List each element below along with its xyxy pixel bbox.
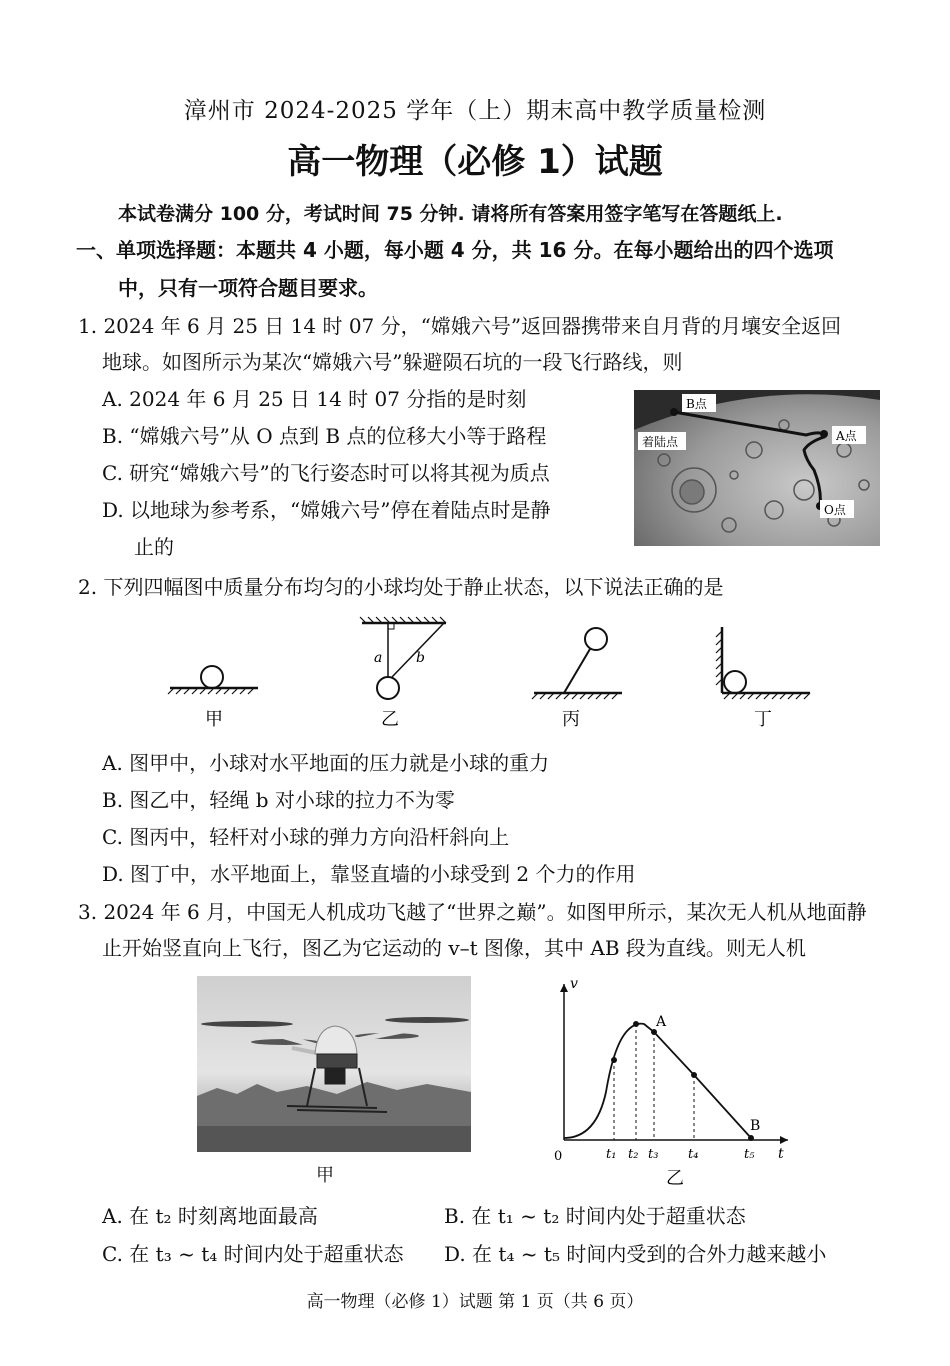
- label-a: A点: [836, 429, 857, 443]
- q3-stem-cont: 止开始竖直向上飞行，图乙为它运动的 v–t 图像，其中 AB 段为直线。则无人机: [102, 936, 806, 960]
- figure-yi-caption: 乙: [666, 1168, 684, 1189]
- q2-stem: 2. 下列四幅图中质量分布均匀的小球均处于静止状态，以下说法正确的是: [78, 575, 724, 599]
- q2-option-a: A. 图甲中，小球对水平地面的压力就是小球的重力: [102, 751, 550, 775]
- figure-jia-caption: 甲: [316, 1165, 334, 1186]
- point-t2: [633, 1021, 639, 1027]
- label-a-graph: A: [656, 1014, 667, 1030]
- tick-t5: t₅: [744, 1147, 755, 1162]
- tick-t4: t₄: [688, 1147, 699, 1162]
- q1-option-d-cont: 止的: [134, 535, 174, 559]
- q3-option-d: D. 在 t₄ ~ t₅ 时间内受到的合外力越来越小: [444, 1242, 827, 1266]
- figure-jia: [168, 666, 258, 730]
- q2-four-figures: [150, 615, 840, 733]
- exam-header: 漳州市 2024-2025 学年（上）期末高中教学质量检测: [183, 98, 767, 124]
- q2-option-c: C. 图丙中，轻杆对小球的弹力方向沿杆斜向上: [102, 825, 510, 849]
- q2-option-d: D. 图丁中，水平地面上，靠竖直墙的小球受到 2 个力的作用: [102, 862, 636, 886]
- label-o: O点: [824, 503, 846, 517]
- q1-option-d: D. 以地球为参考系，“嫦娥六号”停在着陆点时是静: [102, 498, 551, 522]
- q3-option-c: C. 在 t₃ ~ t₄ 时间内处于超重状态: [102, 1242, 404, 1266]
- drone-photo: [197, 976, 471, 1152]
- section-heading-cont: 中，只有一项符合题目要求。: [118, 276, 378, 300]
- label-b-rope: b: [416, 650, 425, 666]
- q1-option-a: A. 2024 年 6 月 25 日 14 时 07 分指的是时刻: [102, 387, 527, 411]
- exam-notice: 本试卷满分 100 分，考试时间 75 分钟. 请将所有答案用签字笔写在答题纸上.: [118, 203, 783, 225]
- v-axis-label: v: [570, 976, 578, 992]
- q3-option-a: A. 在 t₂ 时刻离地面最高: [102, 1204, 318, 1228]
- label-bing: 丙: [562, 709, 580, 730]
- section-heading: 一、单项选择题：本题共 4 小题，每小题 4 分，共 16 分。在每小题给出的四个选项: [76, 238, 834, 262]
- q3-option-b: B. 在 t₁ ~ t₂ 时间内处于超重状态: [444, 1204, 746, 1228]
- label-jia: 甲: [205, 709, 223, 730]
- q1-stem: 1. 2024 年 6 月 25 日 14 时 07 分，“嫦娥六号”返回器携带来自月背的月壤安全返回: [78, 314, 842, 338]
- q1-option-b: B. “嫦娥六号”从 O 点到 B 点的位移大小等于路程: [102, 424, 547, 448]
- moon-flight-path-figure: [634, 390, 880, 546]
- page-footer: 高一物理（必修 1）试题 第 1 页（共 6 页）: [306, 1292, 644, 1312]
- point-b-graph: [748, 1135, 754, 1141]
- origin-label: 0: [554, 1149, 563, 1164]
- point-b: [670, 408, 678, 416]
- v-t-graph: [548, 972, 798, 1192]
- label-b-graph: B: [750, 1118, 761, 1134]
- figure-bing: [532, 628, 622, 730]
- point-a: [820, 430, 828, 438]
- velocity-curve: [564, 1024, 751, 1138]
- moon-surface: [634, 394, 880, 546]
- page-title: 高一物理（必修 1）试题: [287, 142, 663, 182]
- figure-yi: [360, 617, 446, 730]
- q1-option-c: C. 研究“嫦娥六号”的飞行姿态时可以将其视为质点: [102, 461, 550, 485]
- label-yi: 乙: [381, 709, 399, 730]
- time-guides: [614, 1024, 694, 1140]
- q3-stem: 3. 2024 年 6 月，中国无人机成功飞越了“世界之巅”。如图甲所示，某次无人机从地面静: [78, 900, 867, 924]
- point-t1: [611, 1057, 617, 1063]
- label-b: B点: [686, 397, 707, 411]
- figure-ding: [716, 627, 810, 730]
- tick-t3: t₃: [648, 1147, 659, 1162]
- label-landing: 着陆点: [642, 435, 679, 449]
- q1-stem-cont: 地球。如图所示为某次“嫦娥六号”躲避陨石坑的一段飞行路线，则: [102, 350, 683, 374]
- point-t4: [691, 1072, 697, 1078]
- q2-option-b: B. 图乙中，轻绳 b 对小球的拉力不为零: [102, 788, 455, 812]
- tick-t1: t₁: [606, 1147, 617, 1162]
- t-axis-label: t: [778, 1146, 784, 1162]
- label-ding: 丁: [754, 709, 772, 730]
- tick-t2: t₂: [628, 1147, 639, 1162]
- label-a-rope: a: [374, 650, 383, 666]
